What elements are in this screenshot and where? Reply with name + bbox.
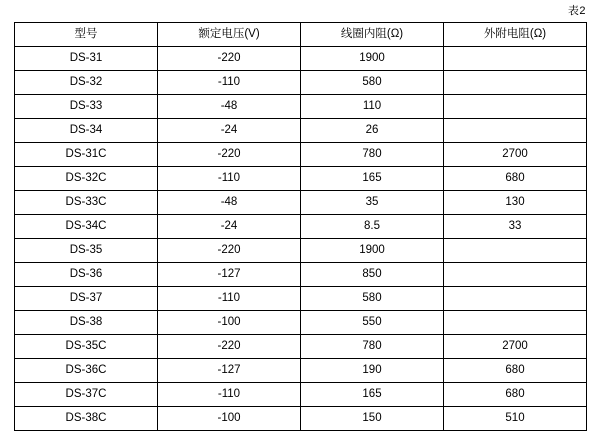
table-cell: 2700 xyxy=(444,335,587,359)
table-cell: 780 xyxy=(301,335,444,359)
table-header-row xyxy=(15,23,587,47)
table-cell: 1900 xyxy=(301,239,444,263)
table-cell: -100 xyxy=(158,407,301,431)
table-cell: 550 xyxy=(301,311,444,335)
table-cell: -127 xyxy=(158,263,301,287)
table-row xyxy=(15,119,587,143)
table-row xyxy=(15,191,587,215)
table-cell: DS-32 xyxy=(15,71,158,95)
table-cell: 165 xyxy=(301,167,444,191)
table-cell xyxy=(444,311,587,335)
table-cell: -100 xyxy=(158,311,301,335)
table-cell: 580 xyxy=(301,71,444,95)
table-cell: -110 xyxy=(158,287,301,311)
table-cell: DS-38 xyxy=(15,311,158,335)
column-header-model: 型号 xyxy=(15,23,158,47)
table-cell: DS-33C xyxy=(15,191,158,215)
table-cell: -110 xyxy=(158,167,301,191)
table-cell: -24 xyxy=(158,119,301,143)
table-cell: -48 xyxy=(158,191,301,215)
table-row xyxy=(15,263,587,287)
table-row xyxy=(15,167,587,191)
table-cell: DS-34C xyxy=(15,215,158,239)
table-cell: 110 xyxy=(301,95,444,119)
table-cell: 850 xyxy=(301,263,444,287)
table-cell: -110 xyxy=(158,71,301,95)
table-cell: 150 xyxy=(301,407,444,431)
table-cell: DS-35 xyxy=(15,239,158,263)
table-row xyxy=(15,311,587,335)
relay-spec-table xyxy=(14,22,587,431)
table-cell xyxy=(444,71,587,95)
table-cell: -110 xyxy=(158,383,301,407)
table-cell: DS-36C xyxy=(15,359,158,383)
table-cell: 33 xyxy=(444,215,587,239)
table-row xyxy=(15,335,587,359)
table-cell: DS-37 xyxy=(15,287,158,311)
table-cell: 190 xyxy=(301,359,444,383)
table-row xyxy=(15,47,587,71)
table-cell xyxy=(444,263,587,287)
table-cell: -220 xyxy=(158,335,301,359)
table-row xyxy=(15,383,587,407)
table-cell: 580 xyxy=(301,287,444,311)
spec-table-container xyxy=(14,22,586,431)
table-row xyxy=(15,143,587,167)
table-row xyxy=(15,71,587,95)
column-header-rated-voltage: 额定电压(V) xyxy=(158,23,301,47)
table-cell xyxy=(444,287,587,311)
table-cell: -220 xyxy=(158,143,301,167)
table-cell: 510 xyxy=(444,407,587,431)
table-cell: DS-31 xyxy=(15,47,158,71)
table-row xyxy=(15,239,587,263)
table-cell: DS-34 xyxy=(15,119,158,143)
table-cell: 680 xyxy=(444,359,587,383)
table-cell: 8.5 xyxy=(301,215,444,239)
table-cell: -48 xyxy=(158,95,301,119)
table-cell: 165 xyxy=(301,383,444,407)
table-cell: DS-32C xyxy=(15,167,158,191)
table-cell: DS-38C xyxy=(15,407,158,431)
table-row xyxy=(15,95,587,119)
table-cell: DS-35C xyxy=(15,335,158,359)
table-cell: -220 xyxy=(158,239,301,263)
column-header-external-resistance: 外附电阻(Ω) xyxy=(444,23,587,47)
table-cell: DS-37C xyxy=(15,383,158,407)
table-cell: 130 xyxy=(444,191,587,215)
table-cell xyxy=(444,95,587,119)
table-cell: 2700 xyxy=(444,143,587,167)
table-cell: 680 xyxy=(444,167,587,191)
table-row xyxy=(15,359,587,383)
table-cell xyxy=(444,119,587,143)
table-cell: 26 xyxy=(301,119,444,143)
table-cell: DS-31C xyxy=(15,143,158,167)
table-header xyxy=(15,23,587,47)
table-cell: DS-36 xyxy=(15,263,158,287)
table-cell: 780 xyxy=(301,143,444,167)
table-cell: 1900 xyxy=(301,47,444,71)
table-row xyxy=(15,407,587,431)
table-cell xyxy=(444,239,587,263)
table-caption: 表2 xyxy=(567,5,586,17)
table-body xyxy=(15,47,587,431)
table-cell xyxy=(444,47,587,71)
table-cell: -220 xyxy=(158,47,301,71)
table-row xyxy=(15,287,587,311)
table-cell: 35 xyxy=(301,191,444,215)
table-row xyxy=(15,215,587,239)
column-header-coil-resistance: 线圈内阻(Ω) xyxy=(301,23,444,47)
table-cell: -24 xyxy=(158,215,301,239)
table-cell: DS-33 xyxy=(15,95,158,119)
table-cell: 680 xyxy=(444,383,587,407)
table-cell: -127 xyxy=(158,359,301,383)
